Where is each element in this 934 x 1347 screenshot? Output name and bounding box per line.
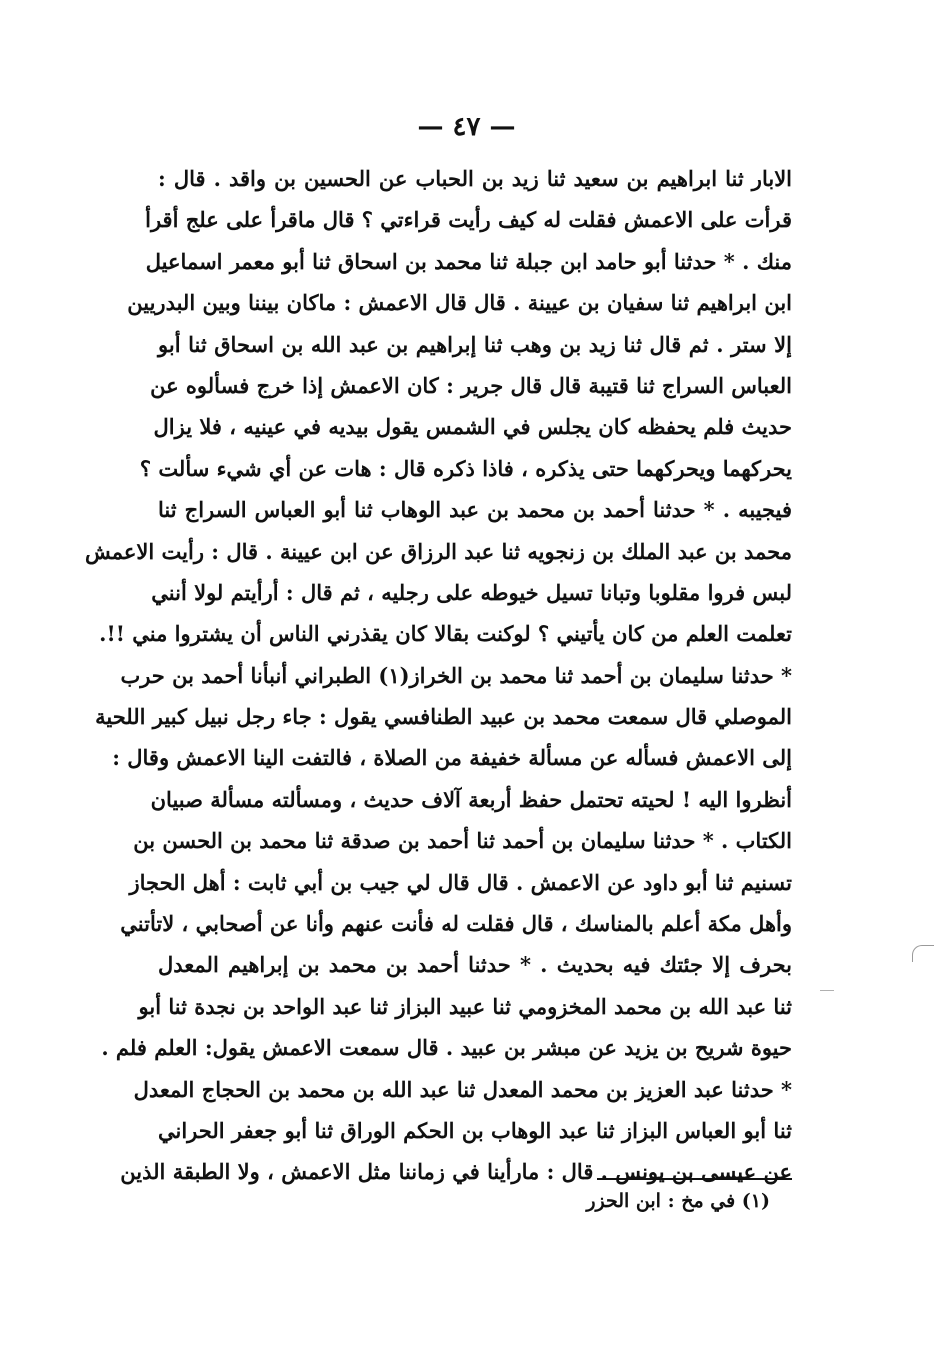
text-line: الابار ثنا ابراهيم بن سعيد ثنا زيد بن الحباب عن الحسين بن واقد . قال : bbox=[158, 166, 792, 191]
text-line: أنظروا اليه ! لحيته تحتمل حفظ أربعة آلاف حديث ، ومسألته مسألة صبيان bbox=[150, 786, 792, 812]
text-line: فيجيبه . * حدثنا أحمد بن محمد بن عبد الوهاب ثنا أبو العباس السراج ثنا bbox=[158, 497, 792, 523]
margin-bracket-mark bbox=[912, 945, 934, 962]
text-line: قرأت على الاعمش فقلت له كيف رأيت قراءتي ؟ قال ماقرأ على علج أقرأ bbox=[145, 207, 792, 233]
text-line: عن عيسى بن يونس . قال : مارأينا في زماننا مثل الاعمش ، ولا الطبقة الذين bbox=[120, 1159, 792, 1185]
text-line: إلى الاعمش فسأله عن مسألة خفيفة من الصلاة ، فالتفت الينا الاعمش وقال : bbox=[112, 745, 792, 771]
text-line: إلا ستر . ثم قال ثنا زيد بن وهب ثنا إبراهيم بن عبد الله بن اسحاق ثنا أبو bbox=[158, 331, 792, 357]
text-line: ثنا أبو العباس البزاز ثنا عبد الوهاب بن الحكم الوراق ثنا أبو جعفر الحراني bbox=[158, 1117, 792, 1143]
footnote: (١) في مخ : ابن الحزر bbox=[586, 1190, 770, 1212]
text-line: ابن ابراهيم ثنا سفيان بن عيينة . قال قال الاعمش : ماكان بيننا وبين البدريين bbox=[127, 290, 792, 316]
text-line: بحرف إلا جئتك فيه بحديث . * حدثنا أحمد بن محمد بن إبراهيم المعدل bbox=[158, 952, 792, 978]
page-number: — ٤٧ — bbox=[417, 112, 516, 142]
footnote-divider bbox=[597, 1178, 792, 1180]
text-line: * حدثنا عبد العزيز بن محمد المعدل ثنا عبد الله بن محمد بن الحجاج المعدل bbox=[133, 1076, 792, 1102]
text-line: الكتاب . * حدثنا سليمان بن أحمد ثنا أحمد بن صدقة ثنا محمد بن الحسن بن bbox=[133, 828, 792, 854]
text-line: ثنا عبد الله بن محمد المخزومي ثنا عبيد البزاز ثنا عبد الواحد بن نجدة ثنا أبو bbox=[138, 993, 792, 1019]
text-line: تعلمت العلم من كان يأتيني ؟ لوكنت بقالا كان يقذرني الناس أن يشتروا مني !!. bbox=[99, 621, 792, 647]
body-text bbox=[84, 158, 792, 1193]
margin-tick-mark bbox=[820, 990, 834, 991]
text-line: لبس فروا مقلوبا وتبانا تسيل خيوطه على رجليه ، ثم قال : أرأيتم لولا أنني bbox=[151, 579, 792, 605]
text-line: محمد بن عبد الملك بن زنجويه ثنا عبد الرزاق عن ابن عيينة . قال : رأيت الاعمش bbox=[84, 538, 792, 564]
text-line: تسنيم ثنا أبو داود عن الاعمش . قال قال لي جيب بن أبي ثابت : أهل الحجاز bbox=[129, 869, 792, 895]
text-line: منك . * حدثنا أبو حامد ابن جبلة ثنا محمد بن اسحاق ثنا أبو معمر اسماعيل bbox=[145, 248, 792, 274]
text-line: العباس السراج ثنا قتيبة قال قال جرير : كان الاعمش إذا خرج فسألوه عن bbox=[150, 372, 792, 398]
text-line: حيوة شريح بن يزيد عن مبشر بن عبيد . قال سمعت الاعمش يقول: العلم فلم . bbox=[101, 1035, 792, 1061]
text-line: وأهل مكة أعلم بالمناسك ، قال فقلت له فأنت عنهم وأنا عن أصحابي ، لاتأتني bbox=[120, 911, 792, 937]
text-line: يحركهما ويحركهما حتى يذكره ، فاذا ذكره قال : هات عن أي شيء سألت ؟ bbox=[139, 455, 792, 481]
text-line: * حدثنا سليمان بن أحمد ثنا محمد بن الخراز(١) الطبراني أنبأنا أحمد بن حرب bbox=[120, 662, 792, 688]
text-line: حديث فلم يحفظه كان يجلس في الشمس يقول بيديه في عينيه ، فلا يزال bbox=[153, 414, 792, 440]
text-line: الموصلي قال سمعت محمد بن عبيد الطنافسي يقول : جاء رجل نبيل كبير اللحية bbox=[95, 704, 792, 730]
